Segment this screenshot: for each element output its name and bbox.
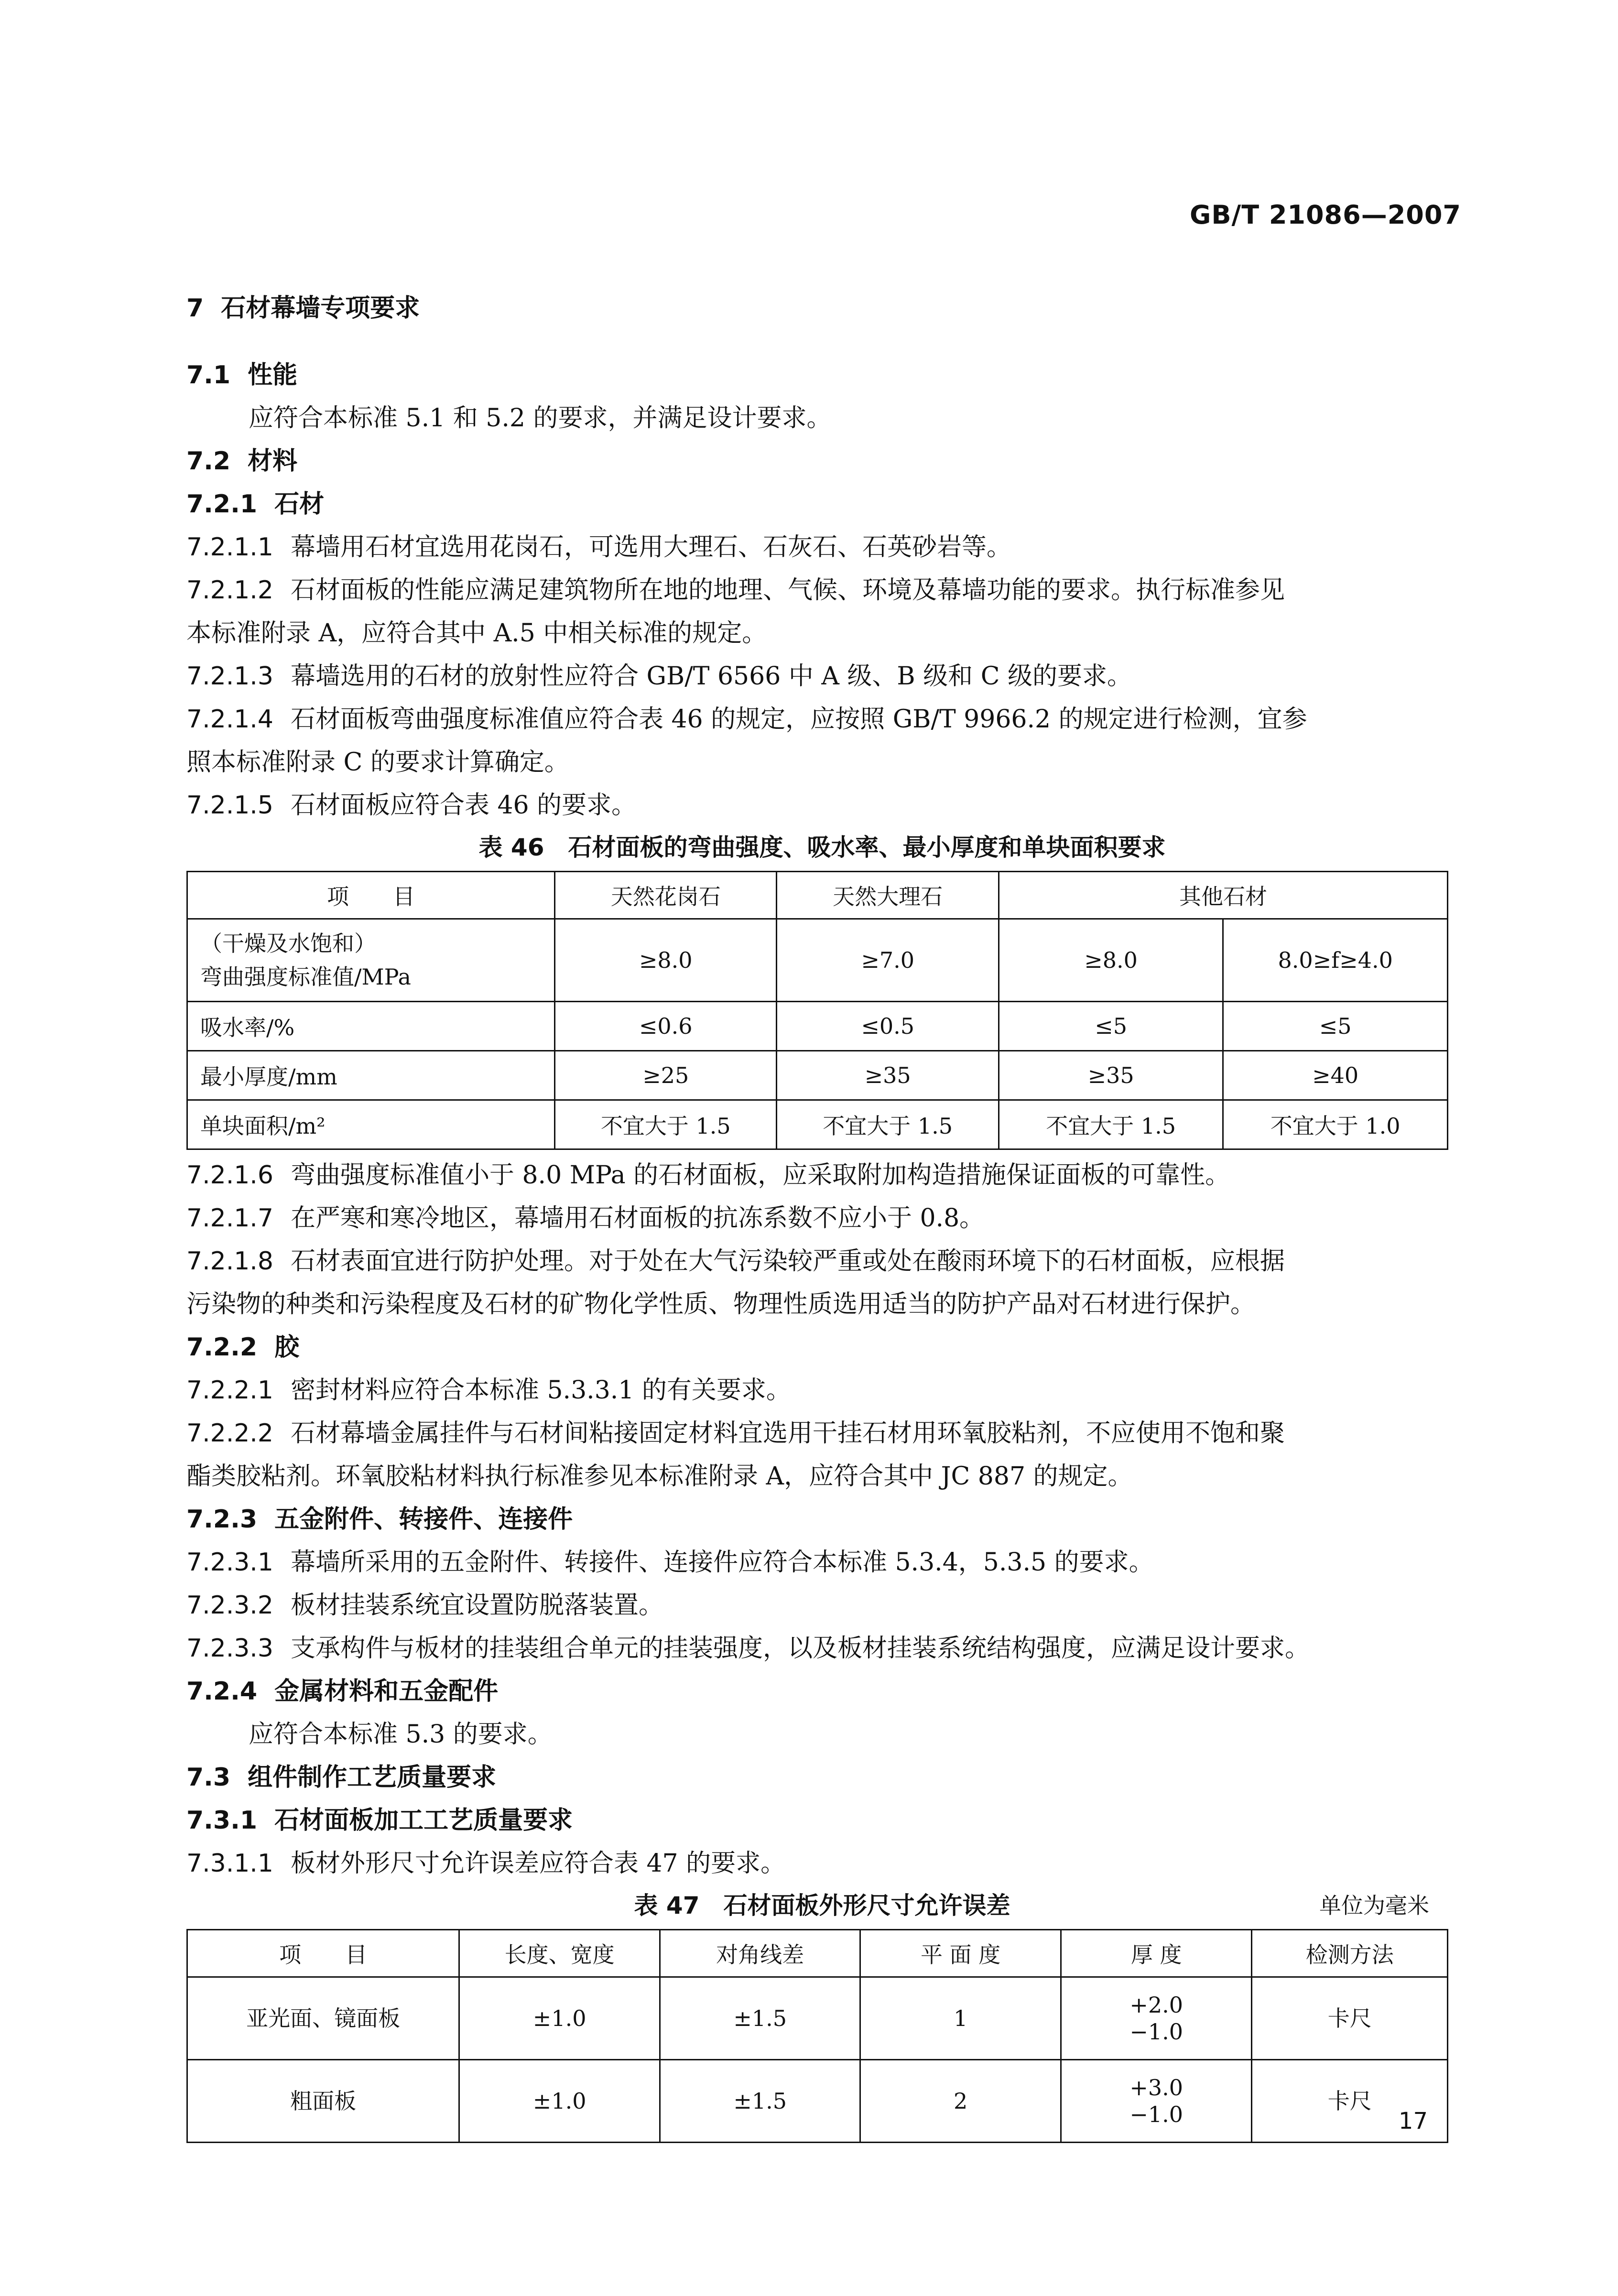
clause-number: 7.2.1.4 [186,705,273,734]
clause-text: 板材挂装系统宜设置防脱落装置。 [290,1591,663,1620]
section-heading [186,1670,1458,1713]
clause-text: 酯类胶粘剂。环氧胶粘材料执行标准参见本标准附录 A，应符合其中 JC 887 的规定。 [186,1462,1133,1491]
table-cell: ≤5 [999,1002,1223,1051]
clause-text: 幕墙所采用的五金附件、转接件、连接件应符合本标准 5.3.4，5.3.5 的要求。 [290,1548,1154,1577]
clause-text: 石材幕墙金属挂件与石材间粘接固定材料宜选用干挂石材用环氧胶粘剂，不应使用不饱和聚 [290,1419,1285,1448]
clause-text: 本标准附录 A，应符合其中 A.5 中相关标准的规定。 [186,619,767,648]
table-header-cell: 平 面 度 [860,1930,1061,1977]
paragraph-line [186,1412,1458,1455]
clause-text: 材料 [248,447,298,476]
table-cell: ≥8.0 [999,919,1223,1002]
thickness-plus: +3.0 [1129,2075,1184,2101]
table-cell: 1 [860,1977,1061,2060]
table-46-caption: 表 46 石材面板的弯曲强度、吸水率、最小厚度和单块面积要求 [478,834,1166,861]
table-47-caption [186,1885,1458,1926]
table-header-cell: 其他石材 [999,872,1447,919]
row-label-line: （干燥及水饱和） [200,931,376,956]
method-cell: 卡尺 [1252,2060,1448,2143]
clause-number: 7.2.1.7 [186,1204,273,1233]
clause-text: 密封材料应符合本标准 5.3.3.1 的有关要求。 [290,1376,791,1405]
table-row [187,1051,1448,1100]
paragraph-line [186,612,1458,655]
table-header-cell: 长度、宽度 [459,1930,660,1977]
section-heading [186,1799,1458,1842]
clause-text: 石材表面宜进行防护处理。对于处在大气污染较严重或处在酸雨环境下的石材面板，应根据 [290,1247,1285,1276]
table-cell: 不宜大于 1.0 [1223,1100,1448,1149]
table-cell: ±1.5 [660,1977,860,2060]
paragraph-line [186,1541,1458,1584]
page-number: 17 [1398,2108,1428,2134]
table-header-cell: 项 目 [187,872,555,919]
section-block-1 [186,287,1458,827]
table-47-title: 表 47 石材面板外形尺寸允许误差 [634,1892,1010,1919]
row-label [187,919,555,1002]
table-header-cell: 项 目 [187,1930,459,1977]
table-cell: ≥40 [1223,1051,1448,1100]
paragraph-line [186,1283,1458,1326]
clause-number: 7.1 [186,361,231,390]
clause-number: 7.3.1 [186,1806,258,1835]
table-cell: ≤0.6 [555,1002,777,1051]
section-heading [186,354,1458,397]
clause-number: 7.2.1.1 [186,533,273,562]
table-cell: ≤0.5 [777,1002,999,1051]
table-cell: ≥8.0 [555,919,777,1002]
table-cell: ≥35 [999,1051,1223,1100]
table-row [187,919,1448,1002]
row-label: 单块面积/m² [187,1100,555,1149]
clause-number: 7 [186,294,204,323]
paragraph-line [186,741,1458,784]
paragraph-line [186,698,1458,741]
table-row [187,1100,1448,1149]
row-label-line: 弯曲强度标准值/MPa [200,964,411,990]
clause-text: 五金附件、转接件、连接件 [274,1505,573,1534]
clause-number: 7.2.2.1 [186,1376,273,1405]
clause-number: 7.2.4 [186,1677,258,1706]
clause-text: 石材面板弯曲强度标准值应符合表 46 的规定，应按照 GB/T 9966.2 的规定进行检测，宜参 [290,705,1307,734]
clause-text: 污染物的种类和污染程度及石材的矿物化学性质、物理性质选用适当的防护产品对石材进行保护。 [186,1290,1256,1319]
section-heading [186,483,1458,526]
clause-number: 7.2.2 [186,1333,258,1362]
table-row [187,1977,1448,2060]
clause-text: 应符合本标准 5.3 的要求。 [249,1720,553,1749]
clause-text: 石材面板的性能应满足建筑物所在地的地理、气候、环境及幕墙功能的要求。执行标准参见 [290,576,1285,605]
clause-text: 胶 [274,1333,300,1362]
clause-number: 7.2.1.6 [186,1161,273,1190]
table-header-cell: 检测方法 [1252,1930,1448,1977]
clause-number: 7.2.1.5 [186,791,273,820]
clause-text: 金属材料和五金配件 [274,1677,499,1706]
row-label: 粗面板 [187,2060,459,2143]
table-header-cell: 天然大理石 [777,872,999,919]
clause-number: 7.2.2.2 [186,1419,273,1448]
paragraph-line [186,1154,1458,1197]
table-cell: 8.0≥f≥4.0 [1223,919,1448,1002]
paragraph-line [186,569,1458,612]
paragraph-line [186,1713,1458,1756]
thickness-cell [1061,1977,1252,2060]
section-heading [186,1498,1458,1541]
clause-text: 石材 [274,490,325,519]
table-row [187,1002,1448,1051]
paragraph-line [186,655,1458,698]
clause-text: 性能 [248,361,298,390]
thickness-minus: −1.0 [1129,2101,1184,2127]
method-cell: 卡尺 [1252,1977,1448,2060]
table-cell: ≤5 [1223,1002,1448,1051]
table-cell: ≥35 [777,1051,999,1100]
section-block-2 [186,1154,1458,1885]
table-row [187,2060,1448,2143]
table-cell: 不宜大于 1.5 [777,1100,999,1149]
clause-number: 7.2.3 [186,1505,258,1534]
section-heading [186,287,1458,330]
clause-number: 7.2 [186,447,231,476]
table-cell: 2 [860,2060,1061,2143]
table-cell: ≥7.0 [777,919,999,1002]
paragraph-line [186,1584,1458,1627]
clause-text: 幕墙用石材宜选用花岗石，可选用大理石、石灰石、石英砂岩等。 [290,533,1011,562]
paragraph-line [186,1842,1458,1885]
thickness-plus: +2.0 [1129,1992,1184,2018]
table-cell: 不宜大于 1.5 [999,1100,1223,1149]
section-heading [186,440,1458,483]
paragraph-line [186,1369,1458,1412]
document-body [186,287,1458,2147]
paragraph-line [186,1197,1458,1240]
table-header-row [187,872,1448,919]
table-cell: ≥25 [555,1051,777,1100]
clause-text: 石材幕墙专项要求 [221,294,420,323]
clause-number: 7.2.3.2 [186,1591,273,1620]
row-label: 吸水率/% [187,1002,555,1051]
paragraph-line [186,784,1458,827]
clause-number: 7.3.1.1 [186,1849,273,1878]
clause-number: 7.2.3.3 [186,1634,273,1663]
clause-text: 石材面板应符合表 46 的要求。 [290,791,637,820]
clause-text: 应符合本标准 5.1 和 5.2 的要求，并满足设计要求。 [249,404,832,433]
paragraph-line [186,397,1458,440]
clause-text: 石材面板加工工艺质量要求 [274,1806,573,1835]
table-cell: ±1.0 [459,1977,660,2060]
clause-text: 在严寒和寒冷地区，幕墙用石材面板的抗冻系数不应小于 0.8。 [290,1204,985,1233]
clause-text: 弯曲强度标准值小于 8.0 MPa 的石材面板，应采取附加构造措施保证面板的可靠性。 [290,1161,1230,1190]
thickness-cell [1061,2060,1252,2143]
section-heading [186,1756,1458,1799]
table-46 [186,871,1448,1150]
paragraph-line [186,1240,1458,1283]
table-cell: 不宜大于 1.5 [555,1100,777,1149]
clause-text: 照本标准附录 C 的要求计算确定。 [186,748,569,777]
table-header-cell: 天然花岗石 [555,872,777,919]
clause-number: 7.2.1.8 [186,1247,273,1276]
paragraph-line [186,1627,1458,1670]
clause-number: 7.3 [186,1763,231,1792]
paragraph-line [186,1455,1458,1498]
clause-text: 支承构件与板材的挂装组合单元的挂装强度，以及板材挂装系统结构强度，应满足设计要求。 [290,1634,1310,1663]
paragraph-line [186,526,1458,569]
table-header-cell: 厚 度 [1061,1930,1252,1977]
row-label: 最小厚度/mm [187,1051,555,1100]
table-cell: ±1.0 [459,2060,660,2143]
section-heading [186,1326,1458,1369]
clause-number: 7.2.1.2 [186,576,273,605]
thickness-minus: −1.0 [1129,2019,1184,2045]
clause-text: 板材外形尺寸允许误差应符合表 47 的要求。 [290,1849,786,1878]
clause-text: 幕墙选用的石材的放射性应符合 GB/T 6566 中 A 级、B 级和 C 级的要求。 [290,662,1132,691]
standard-code: GB/T 21086—2007 [1190,200,1461,230]
clause-text: 组件制作工艺质量要求 [248,1763,497,1792]
table-cell: ±1.5 [660,2060,860,2143]
table-header-row [187,1930,1448,1977]
table-47-unit: 单位为毫米 [1319,1893,1429,1918]
row-label: 亚光面、镜面板 [187,1977,459,2060]
clause-number: 7.2.1 [186,490,258,519]
table-47 [186,1929,1448,2143]
table-header-cell: 对角线差 [660,1930,860,1977]
clause-number: 7.2.1.3 [186,662,273,691]
clause-number: 7.2.3.1 [186,1548,273,1577]
